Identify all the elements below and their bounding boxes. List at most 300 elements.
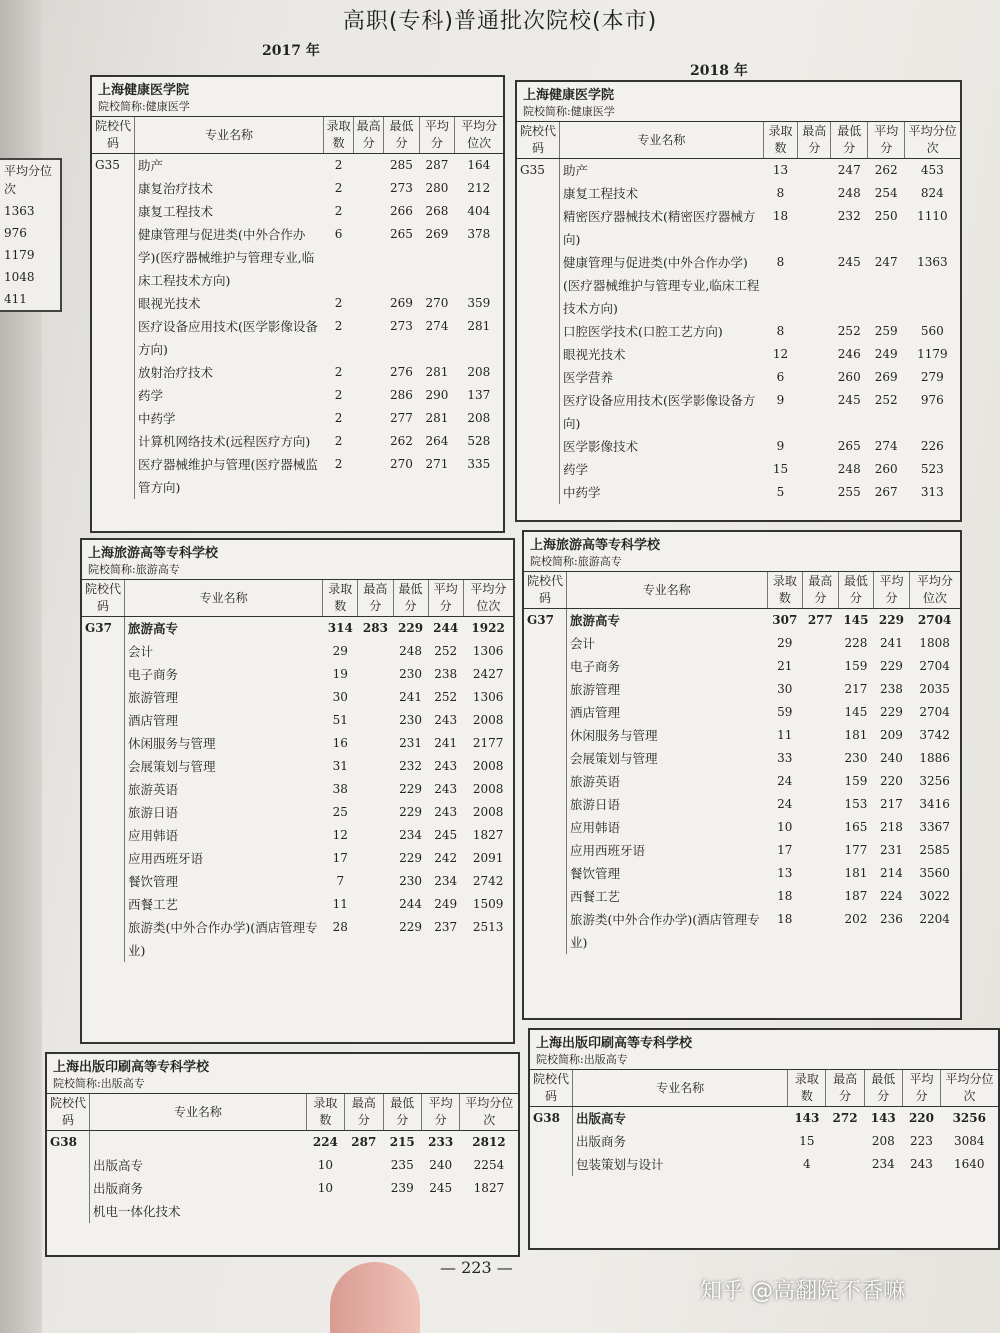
table-cell: 277 [389, 411, 413, 425]
table-cell: 264 [425, 434, 449, 448]
column-header: 最高分 [345, 1094, 383, 1131]
table-cell [82, 686, 125, 709]
column-header: 平均分位次 [460, 1094, 518, 1131]
table-cell: 245 [429, 1181, 453, 1195]
table-cell: 19 [332, 667, 348, 681]
table-cell: 2177 [472, 736, 504, 750]
table-cell [92, 292, 135, 315]
school-abbr: 院校简称:健康医学 [517, 103, 960, 122]
table-cell [354, 453, 384, 499]
table-cell: 236 [880, 912, 903, 926]
table-cell: 281 [425, 365, 449, 379]
table-cell: 241 [880, 636, 903, 650]
table-cell: 31 [332, 759, 348, 773]
school-abbr: 院校简称:旅游高专 [524, 553, 960, 572]
table-cell [803, 678, 839, 701]
table-cell: 旅游高专 [570, 613, 621, 628]
page-title: 高职(专科)普通批次院校(本市) [342, 9, 658, 34]
table-cell [798, 481, 831, 504]
table-cell: 2008 [472, 759, 504, 773]
table-row [530, 1130, 998, 1153]
table-cell: 223 [910, 1134, 933, 1148]
table-cell: 453 [920, 163, 944, 177]
table-cell [82, 778, 125, 801]
table-row [524, 908, 960, 954]
table-cell: 6 [776, 370, 785, 384]
table-cell [82, 709, 125, 732]
table-cell [82, 663, 125, 686]
column-header: 最高分 [354, 117, 384, 154]
table-cell: 238 [880, 682, 903, 696]
table-cell [803, 701, 839, 724]
table-cell: 242 [434, 851, 458, 865]
table-cell: 165 [844, 820, 868, 834]
table-cell: 眼视光技术 [563, 347, 626, 362]
table-cell: 1827 [472, 828, 504, 842]
partial-cell: 1179 [4, 248, 35, 262]
table-cell: 9 [776, 393, 785, 407]
school-name: 上海健康医学院 [523, 88, 615, 103]
column-header: 院校代码 [82, 580, 125, 617]
table-cell: 378 [467, 227, 491, 241]
table-cell: 1640 [954, 1157, 985, 1171]
table-cell: 224 [312, 1135, 338, 1149]
table-cell: 283 [362, 621, 388, 635]
table-cell: 281 [425, 411, 449, 425]
column-header: 平均分 [868, 122, 905, 159]
table-cell: 404 [467, 204, 491, 218]
table-cell [798, 389, 831, 435]
table-cell: 旅游日语 [570, 797, 621, 812]
table-cell [358, 801, 393, 824]
table-cell: 2 [334, 319, 343, 333]
table-cell [798, 435, 831, 458]
table-row [82, 824, 513, 847]
table-cell: 餐饮管理 [128, 874, 179, 889]
column-header: 录取数 [306, 1094, 344, 1131]
year-2017-label: 2017 年 [262, 43, 320, 59]
table-row [524, 862, 960, 885]
column-header: 录取数 [763, 122, 797, 159]
table-cell: 西餐工艺 [128, 897, 179, 912]
table-cell: 313 [920, 485, 944, 499]
table-cell [798, 251, 831, 320]
partial-cell: 1363 [4, 204, 35, 218]
table-cell [92, 177, 135, 200]
table-cell: 休闲服务与管理 [128, 736, 216, 751]
table-cell [517, 343, 560, 366]
table-cell: 240 [429, 1158, 453, 1172]
table-row [82, 640, 513, 663]
table-cell: 277 [807, 613, 833, 627]
table-cell [47, 1154, 90, 1177]
table-cell: 218 [880, 820, 903, 834]
table-cell [517, 205, 560, 251]
table-cell [358, 640, 393, 663]
table-cell: 10 [317, 1158, 334, 1172]
table-cell: 234 [399, 828, 423, 842]
table-cell: 3742 [919, 728, 950, 742]
table-cell: 229 [399, 851, 423, 865]
table-cell [82, 755, 125, 778]
table-cell [798, 159, 831, 183]
table-cell: 145 [843, 613, 869, 627]
table-cell [524, 747, 567, 770]
table-cell [358, 824, 393, 847]
table-row [47, 1177, 518, 1200]
column-header: 专业名称 [135, 117, 324, 154]
table-cell: 220 [908, 1111, 934, 1125]
column-header: 录取数 [788, 1070, 826, 1107]
school-name: 上海旅游高等专科学校 [88, 546, 219, 561]
table-cell: 212 [467, 181, 491, 195]
table-cell: 电子商务 [570, 659, 621, 674]
table-row [82, 686, 513, 709]
table-cell [803, 839, 839, 862]
table-row [517, 159, 960, 183]
table-cell: 2 [334, 388, 343, 402]
year-2018-label: 2018 年 [690, 63, 748, 79]
table-cell: 267 [874, 485, 898, 499]
table-cell: 359 [467, 296, 491, 310]
table-cell [803, 862, 839, 885]
table-cell [82, 893, 125, 916]
table-cell [358, 893, 393, 916]
table-cell: 中药学 [563, 485, 601, 500]
table-cell: 出版高专 [576, 1111, 627, 1126]
table-cell: 17 [777, 843, 793, 857]
table-cell: 287 [425, 158, 449, 172]
table-cell: 28 [332, 920, 348, 934]
table-cell: 出版商务 [93, 1181, 144, 1196]
table-cell: 243 [434, 713, 458, 727]
table-cell: 口腔医学技术(口腔工艺方向) [563, 324, 723, 339]
table-cell: 285 [389, 158, 413, 172]
school-abbr: 院校简称:旅游高专 [82, 561, 513, 580]
table-row [92, 200, 503, 223]
table-cell: 2 [334, 204, 343, 218]
table-cell: 153 [844, 797, 868, 811]
table-row [82, 663, 513, 686]
table-cell: 286 [389, 388, 413, 402]
table-cell: 15 [799, 1134, 815, 1148]
table-cell [354, 384, 384, 407]
table-cell: 2 [334, 457, 343, 471]
table-row [517, 205, 960, 251]
table-cell [92, 200, 135, 223]
table-row [82, 755, 513, 778]
table-cell: 助产 [563, 163, 589, 178]
table-cell: 145 [844, 705, 868, 719]
table-row [530, 1153, 998, 1176]
column-header: 最高分 [358, 580, 393, 617]
table-cell: 1922 [471, 621, 505, 635]
table-cell: 包装策划与设计 [576, 1157, 664, 1172]
table-cell: 2742 [472, 874, 504, 888]
table-cell: 224 [880, 889, 903, 903]
table-cell [460, 1200, 518, 1223]
table-cell: 220 [880, 774, 903, 788]
table-cell: 246 [837, 347, 861, 361]
table-cell [47, 1177, 90, 1200]
table-cell: 旅游英语 [128, 782, 179, 797]
column-header: 平均分 [874, 572, 910, 609]
table-cell: 276 [389, 365, 413, 379]
table-cell: 29 [332, 644, 348, 658]
table-cell: 2812 [472, 1135, 506, 1149]
table-cell: G38 [47, 1131, 90, 1155]
table-cell: 30 [332, 690, 348, 704]
table-row [92, 384, 503, 407]
column-header: 专业名称 [567, 572, 768, 609]
table-cell: 229 [399, 805, 423, 819]
table-cell: 2 [334, 296, 343, 310]
table-cell [421, 1200, 459, 1223]
table-cell: 252 [434, 690, 458, 704]
table-row [524, 839, 960, 862]
table-cell: 1363 [917, 255, 948, 269]
partial-cell: 1048 [4, 270, 35, 284]
column-header: 平均分 [419, 117, 454, 154]
table-cell: 8 [776, 255, 785, 269]
table-cell: 230 [844, 751, 868, 765]
health-2017-table [92, 117, 503, 499]
publish-2018-section [528, 1028, 1000, 1250]
table-cell [803, 885, 839, 908]
table-cell: 234 [871, 1157, 895, 1171]
table-cell [345, 1200, 383, 1223]
table-cell: 270 [425, 296, 449, 310]
table-cell: 3256 [919, 774, 950, 788]
table-cell [803, 655, 839, 678]
table-row [82, 617, 513, 641]
table-row [524, 678, 960, 701]
table-cell [524, 701, 567, 724]
table-cell: 旅游管理 [570, 682, 621, 697]
table-row [524, 885, 960, 908]
table-cell: 酒店管理 [128, 713, 179, 728]
table-cell: 214 [880, 866, 903, 880]
table-cell [82, 916, 125, 962]
table-cell [798, 205, 831, 251]
table-cell: 6 [334, 227, 343, 241]
table-cell: 243 [910, 1157, 933, 1171]
table-cell: 38 [332, 782, 348, 796]
table-cell: 252 [434, 644, 458, 658]
table-cell: 272 [832, 1111, 858, 1125]
table-cell [803, 632, 839, 655]
table-cell: 2 [334, 365, 343, 379]
tourism-2017-section [80, 538, 515, 1044]
table-row [517, 481, 960, 504]
table-cell: 健康管理与促进类(中外合作办学)(医疗器械维护与管理专业,临床工程技术方向) [138, 227, 315, 288]
table-cell: 1509 [472, 897, 504, 911]
table-cell [803, 770, 839, 793]
table-cell: 旅游高专 [128, 621, 179, 636]
table-cell: 旅游日语 [128, 805, 179, 820]
table-row [524, 747, 960, 770]
table-cell: 中药学 [138, 411, 176, 426]
table-cell: 237 [434, 920, 458, 934]
table-cell: 旅游英语 [570, 774, 621, 789]
table-cell: 21 [777, 659, 793, 673]
table-cell: 230 [399, 713, 423, 727]
table-cell [82, 870, 125, 893]
finger-photo-element [330, 1262, 420, 1333]
table-cell [524, 839, 567, 862]
table-cell: 231 [880, 843, 903, 857]
table-cell: 2035 [919, 682, 950, 696]
table-cell: 2 [334, 158, 343, 172]
table-cell [798, 366, 831, 389]
table-cell: 24 [777, 797, 793, 811]
table-cell: 274 [425, 319, 449, 333]
publish-2017-section [45, 1052, 520, 1257]
column-header: 院校代码 [530, 1070, 573, 1107]
table-cell [524, 793, 567, 816]
table-cell [798, 343, 831, 366]
school-name: 上海旅游高等专科学校 [530, 538, 661, 553]
table-cell: 528 [467, 434, 491, 448]
publish-2018-table [530, 1070, 998, 1176]
table-cell: 医学营养 [563, 370, 614, 385]
table-cell: 280 [425, 181, 449, 195]
table-row [82, 732, 513, 755]
table-cell: 29 [777, 636, 793, 650]
table-cell: 215 [389, 1135, 415, 1149]
table-cell [358, 778, 393, 801]
table-cell: 机电一体化技术 [93, 1204, 181, 1219]
table-cell: 235 [390, 1158, 414, 1172]
table-cell: 应用韩语 [128, 828, 179, 843]
table-cell: 268 [425, 204, 449, 218]
table-cell: 249 [434, 897, 458, 911]
table-cell: 康复工程技术 [563, 186, 639, 201]
table-cell: 164 [467, 158, 491, 172]
table-cell: 药学 [563, 462, 589, 477]
table-cell: 2513 [472, 920, 504, 934]
table-cell [354, 177, 384, 200]
partial-cell: 976 [4, 226, 27, 240]
table-cell: 232 [399, 759, 423, 773]
table-cell: 230 [399, 667, 423, 681]
table-cell: 229 [878, 613, 904, 627]
table-cell: 11 [332, 897, 348, 911]
table-cell [517, 389, 560, 435]
table-cell [358, 755, 393, 778]
table-cell: 8 [776, 324, 785, 338]
table-cell: 270 [389, 457, 413, 471]
table-row [524, 724, 960, 747]
table-cell: 250 [874, 209, 898, 223]
table-cell: 51 [332, 713, 348, 727]
column-header: 院校代码 [92, 117, 135, 154]
table-cell: 13 [777, 866, 793, 880]
table-cell: 269 [425, 227, 449, 241]
table-cell [803, 908, 839, 954]
table-cell: 2704 [919, 659, 950, 673]
table-cell: 应用西班牙语 [128, 851, 204, 866]
table-cell: 241 [399, 690, 423, 704]
table-cell: 1827 [473, 1181, 505, 1195]
table-cell: 1306 [472, 690, 504, 704]
table-cell [530, 1130, 573, 1153]
table-cell: 18 [772, 209, 789, 223]
school-abbr: 院校简称:健康医学 [92, 98, 503, 117]
partial-cell: 平均分位次 [4, 164, 53, 196]
table-cell: G37 [524, 609, 567, 633]
table-cell: 15 [772, 462, 789, 476]
table-cell: 181 [844, 866, 868, 880]
table-cell: 247 [874, 255, 898, 269]
table-cell [798, 458, 831, 481]
table-cell: 24 [777, 774, 793, 788]
table-cell: 计算机网络技术(远程医疗方向) [138, 434, 311, 449]
tourism-2017-table [82, 580, 513, 962]
table-cell: 2704 [919, 705, 950, 719]
table-cell [517, 366, 560, 389]
table-cell [358, 663, 393, 686]
table-cell: 2585 [919, 843, 950, 857]
table-row [92, 453, 503, 499]
column-header: 平均分位次 [905, 122, 960, 159]
table-row [82, 870, 513, 893]
table-cell: 3367 [919, 820, 950, 834]
table-row [517, 182, 960, 205]
table-cell: 217 [880, 797, 903, 811]
table-cell [90, 1131, 307, 1155]
table-cell [354, 430, 384, 453]
table-cell [92, 453, 135, 499]
table-cell [803, 816, 839, 839]
table-cell: 229 [399, 920, 423, 934]
table-row [47, 1154, 518, 1177]
table-row [524, 816, 960, 839]
table-row [517, 458, 960, 481]
table-row [517, 343, 960, 366]
column-header: 平均分位次 [909, 572, 960, 609]
table-cell: 240 [880, 751, 903, 765]
table-cell [803, 724, 839, 747]
column-header: 录取数 [323, 580, 358, 617]
table-cell: 16 [332, 736, 348, 750]
column-header: 最低分 [393, 580, 428, 617]
table-cell [358, 870, 393, 893]
table-cell: 143 [870, 1111, 896, 1125]
table-cell [47, 1200, 90, 1223]
table-cell [354, 361, 384, 384]
table-cell: 餐饮管理 [570, 866, 621, 881]
column-header: 最高分 [803, 572, 839, 609]
column-header: 最高分 [798, 122, 831, 159]
health-2017-section [90, 75, 505, 533]
column-header: 院校代码 [517, 122, 560, 159]
table-cell: 248 [399, 644, 423, 658]
table-cell: 1110 [917, 209, 948, 223]
table-row [92, 361, 503, 384]
table-cell: 273 [389, 181, 413, 195]
table-cell: 279 [920, 370, 944, 384]
table-cell [82, 824, 125, 847]
table-cell: 8 [776, 186, 785, 200]
table-cell: 244 [399, 897, 423, 911]
table-cell: 西餐工艺 [570, 889, 621, 904]
table-cell [517, 182, 560, 205]
table-cell: 181 [844, 728, 868, 742]
table-cell [92, 430, 135, 453]
table-cell: 243 [434, 759, 458, 773]
table-cell: 245 [837, 393, 861, 407]
